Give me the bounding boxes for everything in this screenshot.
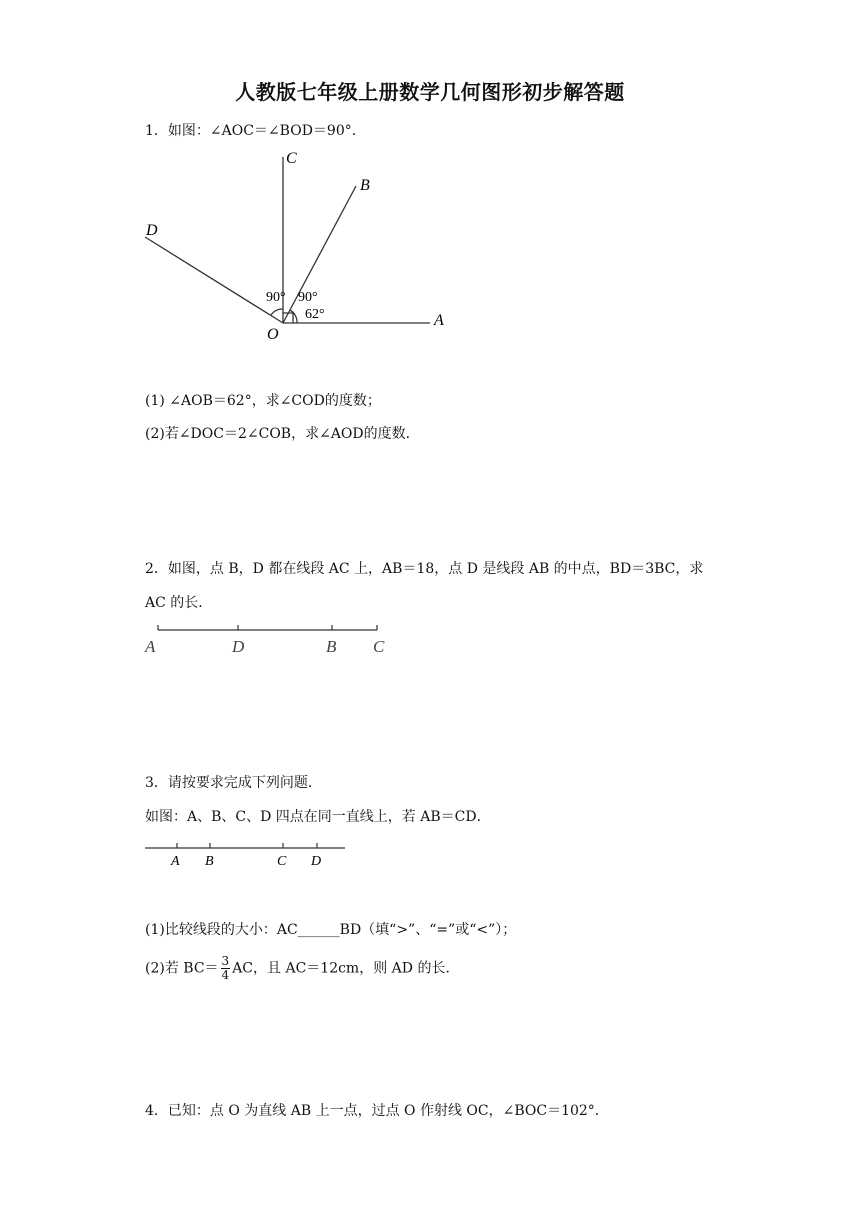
label-d: D [146,222,158,239]
point-label-a: A [171,854,180,869]
q1-part1: (1) ∠AOB＝62°，求∠COD的度数； [145,393,381,409]
q3-stem: 3．请按要求完成下列问题． [145,775,322,791]
fraction-numerator: 3 [221,954,230,968]
label-o: O [267,326,279,343]
fraction-three-quarters [221,955,231,982]
angle-label-aob: 62° [305,307,325,322]
label-a: A [434,312,444,329]
q3-segment-figure [140,838,360,872]
point-label-d: D [311,854,322,869]
angle-arc-dc [271,309,283,315]
point-label-b: B [205,854,214,869]
ray-od [145,237,283,323]
q1-part2: (2)若∠DOC＝2∠COB，求∠AOD的度数． [145,426,420,442]
angle-label-right: 90° [298,290,318,305]
q3-part1: (1)比较线段的大小：AC______BD（填“>”、“=”或“<”）； [145,922,517,938]
q3-given: 如图：A、B、C、D 四点在同一直线上，若 AB＝CD． [145,809,491,825]
point-label-b: B [326,637,337,656]
q2-stem-line1: 2．如图，点 B，D 都在线段 AC 上，AB＝18，点 D 是线段 AB 的中点，BD＝3BC，求 [145,561,704,577]
point-label-d: D [232,637,245,656]
angle-label-left: 90° [266,290,286,305]
q3-part2 [145,955,459,982]
label-b: B [360,177,370,194]
point-label-c: C [277,854,287,869]
ray-ob [283,186,356,323]
fraction-denominator: 4 [221,968,230,982]
q4-stem: 4．已知：点 O 为直线 AB 上一点，过点 O 作射线 OC，∠BOC＝102°． [145,1103,609,1119]
q2-stem-line2: AC 的长． [145,595,213,611]
label-c: C [286,150,297,167]
q1-angle-figure [140,145,460,345]
q3-part2-suffix: AC，且 AC＝12cm，则 AD 的长． [232,960,460,977]
q2-segment-figure [140,620,400,662]
page-title: 人教版七年级上册数学几何图形初步解答题 [235,80,625,104]
point-label-c: C [373,637,385,656]
q3-part2-prefix: (2)若 BC＝ [145,960,219,977]
point-label-a: A [145,637,156,656]
q1-stem: 1．如图：∠AOC＝∠BOD＝90°． [145,123,366,139]
